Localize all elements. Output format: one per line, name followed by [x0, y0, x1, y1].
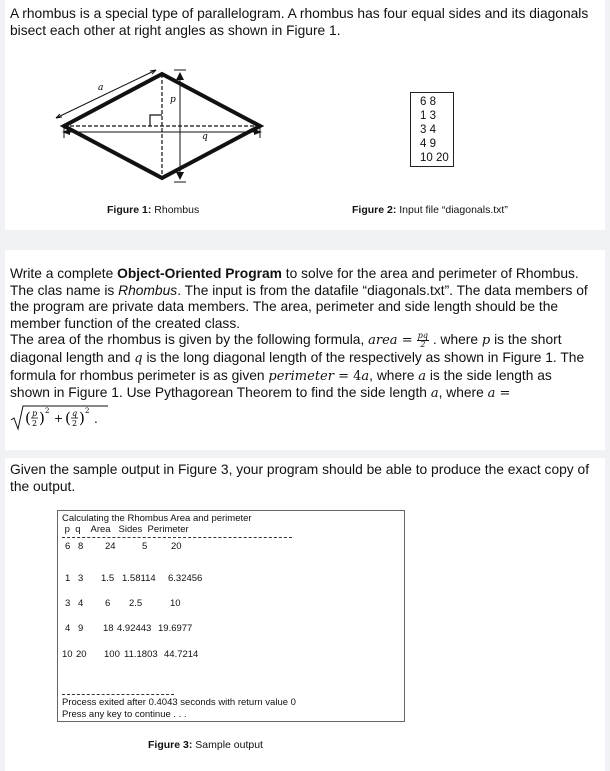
right-angle-marker [150, 115, 162, 126]
console-exit-line: Process exited after 0.4043 seconds with return value 0 [62, 697, 296, 708]
class-name: Rhombus [118, 282, 178, 298]
console-separator [62, 537, 292, 538]
svg-text:2: 2 [72, 418, 78, 428]
task-paragraph: Write a complete Object-Oriented Program to solve for the area and perimeter of Rhombus. The clas name is Rhombus. The input is from the datafile “diagonals.txt”. The data members of the program are private data members. The area, perimeter and side length should be the member function of the created class. The area of the rhombus is given by the following formula, area = $\frac{pq}{2}$ . where p is the short diagonal length and q is the long diagonal length of the respectively as shown in Figure 1. The formula for rhombus perimeter is as given perimeter = 4a, where a is the side length as shown in Figure 1. Use Pythagorean Theorem to find the side length a, where a = ( p 2 ) 2 + ( q 2 ) 2 . [10, 266, 594, 431]
svg-text:q: q [72, 408, 78, 418]
figure1-caption-text: Rhombus [154, 204, 200, 216]
console-header: p q Area Sides Perimeter [62, 524, 189, 535]
figure3-caption-label: Figure 3: [148, 739, 193, 751]
svg-text:2: 2 [85, 406, 90, 415]
console-footer-separator [62, 694, 174, 695]
rhombus-diagram [52, 66, 272, 196]
figure2-caption-text: Input file “diagonals.txt” [399, 204, 508, 216]
label-a: a [98, 83, 104, 93]
svg-text:(: ( [65, 408, 71, 427]
intro-paragraph: A rhombus is a special type of parallelogram. A rhombus has four equal sides and its diagonals bisect each other at right angles as shown in Figure 1. [10, 6, 589, 38]
figure1-caption-label: Figure 1: [107, 204, 152, 216]
input-file-box [410, 92, 454, 167]
svg-text:p: p [32, 408, 38, 418]
input-line: 6 8 [420, 96, 436, 108]
console-title: Calculating the Rhombus Area and perimeter [62, 513, 252, 524]
side-length-formula [10, 403, 110, 431]
input-line: 1 3 [420, 110, 436, 122]
svg-text:+: + [54, 411, 64, 425]
svg-text:.: . [94, 411, 98, 426]
oop-emphasis: Object-Oriented Program [117, 266, 282, 281]
input-line: 4 9 [420, 138, 436, 150]
input-line: 10 20 [420, 152, 449, 164]
svg-text:2: 2 [32, 418, 38, 428]
svg-text:2: 2 [45, 406, 50, 415]
label-q: q [202, 132, 208, 142]
figure3-caption-text: Sample output [195, 739, 263, 751]
area-fraction: $\frac{pq}{2}$ [417, 331, 428, 350]
input-line: 3 4 [420, 124, 436, 136]
svg-text:): ) [39, 408, 45, 427]
figure2-caption-label: Figure 2: [352, 204, 397, 216]
figure2-caption [352, 204, 508, 216]
sample-paragraph: Given the sample output in Figure 3, your program should be able to produce the exact copy of the output. [10, 462, 590, 494]
console-output: Calculating the Rhombus Area and perimeter p q Area Sides Perimeter 6 8 24 5 20 1 3 1.5 1.58114 6.32456 3 4 6 2.5 10 4 9 18 4.92443 19.6977 10 20 100 11.1803 44.7214 Process exited after 0.4043 seconds with return value 0 Press any key to continue . . . [57, 510, 405, 722]
label-p: p [170, 95, 176, 105]
svg-text:(: ( [25, 408, 31, 427]
figure1-caption [107, 204, 199, 216]
side-a-dimension [56, 70, 156, 118]
console-press-line: Press any key to continue . . . [62, 709, 187, 720]
svg-text:): ) [79, 408, 85, 427]
figure3-caption [148, 739, 263, 751]
